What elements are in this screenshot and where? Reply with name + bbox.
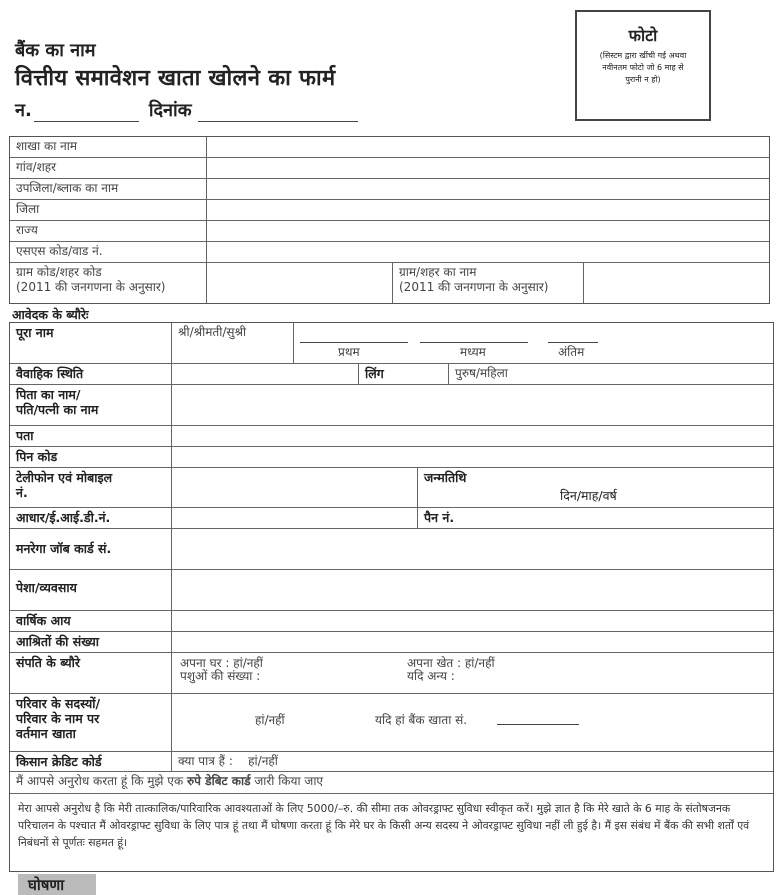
village-city-field[interactable] <box>207 158 769 178</box>
bank-name-label: बैंक का नाम <box>15 40 96 61</box>
father-spouse-label <box>10 385 172 425</box>
village-code-text: ग्राम कोड/शहर कोड <box>16 265 102 279</box>
own-farm[interactable]: अपना खेत : हां/नहीं <box>407 656 495 670</box>
photo-note: (सिस्टम द्वारा खींची गई अथवा नवीनतम फोटो जो 6 माह से पुरानी न हो) <box>599 51 687 84</box>
district-label: जिला <box>10 200 207 220</box>
applicant-heading: आवेदक के ब्यौरेः <box>12 307 89 322</box>
family-account-label <box>10 694 172 751</box>
pin-code-field[interactable] <box>172 447 773 467</box>
date-field[interactable] <box>198 108 358 122</box>
kcc-eligible-label: क्या पात्र हैं : <box>178 754 233 768</box>
last-name-label: अंतिम <box>558 345 585 359</box>
father-label: पिता का नाम/ <box>16 387 81 402</box>
father-spouse-field[interactable] <box>172 385 773 425</box>
branch-name-field[interactable] <box>207 137 769 157</box>
annual-income-label: वार्षिक आय <box>10 611 172 631</box>
phone-label <box>10 468 172 507</box>
gender-options[interactable]: पुरुष/महिला <box>455 366 508 380</box>
full-name-field[interactable] <box>294 323 773 363</box>
salutation-label: श्री/श्रीमती/सुश्री <box>172 323 294 363</box>
phone-label-line2: नं. <box>16 485 28 500</box>
branch-table <box>9 136 770 304</box>
dependents-field[interactable] <box>172 632 773 652</box>
family-label-line1: परिवार के सदस्यों/ <box>16 696 101 711</box>
photo-title: फोटो <box>628 26 658 45</box>
marital-status-label: वैवाहिक स्थिति <box>10 364 172 384</box>
aadhaar-field[interactable] <box>172 508 418 528</box>
annual-income-field[interactable] <box>172 611 773 631</box>
phone-field[interactable] <box>172 468 418 507</box>
number-label: न. <box>15 100 32 121</box>
village-name-label <box>393 263 584 303</box>
other-property: यदि अन्य : <box>407 669 455 683</box>
village-name-text: ग्राम/शहर का नाम <box>399 265 477 279</box>
village-code-label <box>10 263 207 303</box>
village-code-field[interactable] <box>207 263 393 303</box>
state-field[interactable] <box>207 221 769 241</box>
date-label: दिनांक <box>148 100 192 121</box>
state-label: राज्य <box>10 221 207 241</box>
overdraft-request: मेरा आपसे अनुरोध है कि मेरी तात्कालिक/पारिवारिक आवश्यताओं के लिए 5000/–रु. की सीमा तक ओवरड्राफ्ट सुविधा स्वीकृत करें। मुझे ज्ञात है कि मेरे खाते के 6 माह के संतोषजनक परिचालन के पश्चात मैं ओवरड्राफ्ट सुविधा के लिए पात्र हूं तथा मैं घोषणा करता हूं कि मेरे घर के किसी अन्य सदस्य ने ओवरड्राफ्ट सुविधा नहीं ली हुई है। मैं इस संबंध में बैंक की सभी शर्तों एवं निबंधनों से पूर्णतः सहमत हूं। <box>18 802 750 849</box>
dob-field[interactable] <box>418 468 773 507</box>
branch-name-label: शाखा का नाम <box>10 137 207 157</box>
property-field[interactable] <box>172 653 773 693</box>
village-city-label: गांव/शहर <box>10 158 207 178</box>
address-field[interactable] <box>172 426 773 446</box>
account-number-field[interactable] <box>497 711 579 725</box>
kcc-yes-no[interactable]: हां/नहीं <box>248 754 278 768</box>
subdistrict-label: उपजिला/ब्लाक का नाम <box>10 179 207 199</box>
ss-code-label: एसएस कोड/वाड नं. <box>10 242 207 262</box>
pan-field[interactable]: पैन नं. <box>424 510 455 525</box>
if-yes-account-label: यदि हां बैंक खाता सं. <box>375 713 468 727</box>
village-name-field[interactable] <box>584 263 769 303</box>
census-note: (2011 की जनगणना के अनुसार) <box>16 280 166 294</box>
marital-status-field[interactable] <box>172 364 359 384</box>
ss-code-field[interactable] <box>207 242 769 262</box>
photo-box <box>575 10 711 121</box>
family-account-field[interactable] <box>172 694 773 751</box>
family-yes-no[interactable]: हां/नहीं <box>255 713 285 727</box>
rupay-request <box>10 772 773 793</box>
first-name-label: प्रथम <box>338 345 360 359</box>
mgnrega-field[interactable] <box>172 529 773 569</box>
family-label-line2: परिवार के नाम पर <box>16 711 100 726</box>
middle-name-label: मध्यम <box>460 345 486 359</box>
rupay-text-pre: मैं आपसे अनुरोध करता हूं कि मुझे एक <box>16 774 184 788</box>
property-label: संपति के ब्यौरे <box>10 653 172 693</box>
form-title: वित्तीय समावेशन खाता खोलने का फार्म <box>15 66 336 91</box>
subdistrict-field[interactable] <box>207 179 769 199</box>
kcc-label: किसान क्रेडिट कोर्ड <box>10 752 172 771</box>
livestock-count: पशुओं की संख्या : <box>180 669 261 683</box>
number-field[interactable] <box>34 108 139 122</box>
dependents-label: आश्रितों की संख्या <box>10 632 172 652</box>
phone-label-line1: टेलीफोन एवं मोबाइल <box>16 470 113 485</box>
mgnrega-label: मनरेगा जॉब कार्ड सं. <box>10 529 172 569</box>
pin-code-label: पिन कोड <box>10 447 172 467</box>
applicant-table <box>9 322 774 872</box>
occupation-label: पेशा/व्यवसाय <box>10 570 172 610</box>
district-field[interactable] <box>207 200 769 220</box>
address-label: पता <box>10 426 172 446</box>
rupay-text-post: जारी किया जाए <box>254 774 324 788</box>
dob-label: जन्मतिथि <box>424 470 467 485</box>
own-house[interactable]: अपना घर : हां/नहीं <box>180 656 263 670</box>
census-note: (2011 की जनगणना के अनुसार) <box>399 280 549 294</box>
kcc-field[interactable] <box>172 752 773 771</box>
aadhaar-label: आधार/ई.आई.डी.नं. <box>10 508 172 528</box>
full-name-label: पूरा नाम <box>10 323 172 363</box>
declaration-heading: घोषणा <box>18 874 96 895</box>
number-date-line <box>15 98 358 122</box>
spouse-label: पति/पत्नी का नाम <box>16 402 99 417</box>
rupay-card-text: रुपे डेबिट कार्ड <box>187 774 251 788</box>
occupation-field[interactable] <box>172 570 773 610</box>
family-label-line3: वर्तमान खाता <box>16 726 76 741</box>
gender-label: लिंग <box>359 364 449 384</box>
dob-format: दिन/माह/वर्ष <box>560 488 617 503</box>
